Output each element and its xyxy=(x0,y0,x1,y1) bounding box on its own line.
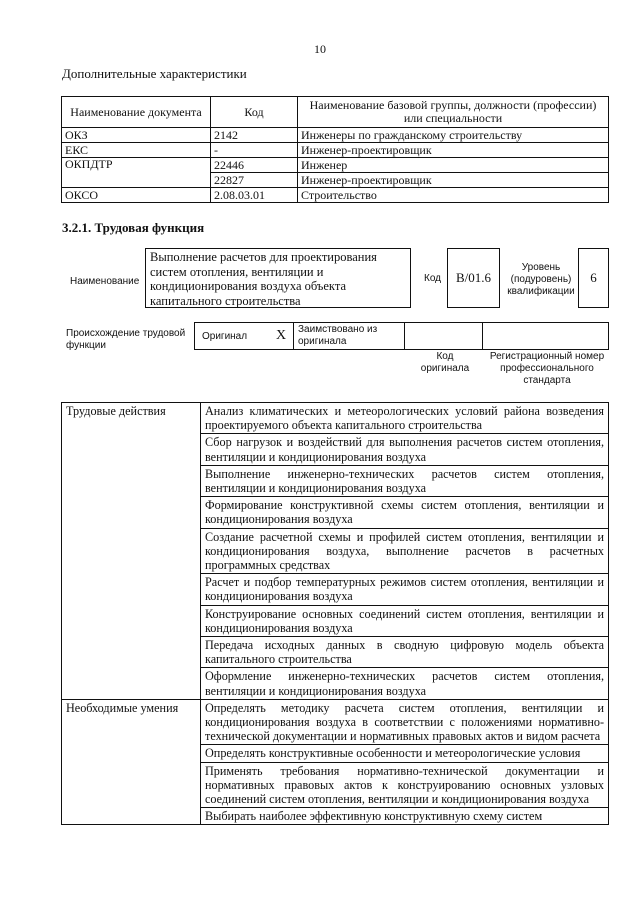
action-item: Сбор нагрузок и воздействий для выполнения расчетов систем отопления, вентиляции и кондиционирования воздуха xyxy=(201,434,609,465)
actions-label: Трудовые действия xyxy=(62,403,201,700)
table-row xyxy=(62,699,609,745)
page-number: 10 xyxy=(314,42,326,56)
origin-label: Происхождение трудовой функции xyxy=(66,328,186,351)
action-item: Выполнение инженерно-технических расчетов систем отопления, вентиляции и кондиционирования воздуха xyxy=(201,465,609,496)
action-item: Расчет и подбор температурных режимов систем отопления, вентиляции и кондиционирования воздуха xyxy=(201,574,609,605)
row-doc: ОКЗ xyxy=(62,128,211,143)
action-item: Конструирование основных соединений систем отопления, вентиляции и кондиционирования воздуха xyxy=(201,605,609,636)
action-item: Создание расчетной схемы и профилей систем отопления, вентиляции и кондиционирования воздуха, выполнение расчетов в расчетных программных средствах xyxy=(201,528,609,574)
row-name: Инженер xyxy=(298,158,609,173)
row-doc: ЕКС xyxy=(62,143,211,158)
table-row xyxy=(62,188,609,203)
function-details-table xyxy=(61,402,609,825)
row-code: - xyxy=(211,143,298,158)
function-name: Выполнение расчетов для проектирования систем отопления, вентиляции и кондиционирования воздуха объекта капитального строительства xyxy=(145,248,411,308)
name-label: Наименование xyxy=(70,276,140,287)
table-row xyxy=(62,158,609,173)
table-row xyxy=(62,143,609,158)
row-name: Инженер-проектировщик xyxy=(298,143,609,158)
borrowed-label: Заимствовано из оригинала xyxy=(298,324,378,347)
row-code: 22446 xyxy=(211,158,298,173)
reg-number-cell xyxy=(482,322,609,350)
function-heading: 3.2.1. Трудовая функция xyxy=(62,220,205,235)
level-label: Уровень (подуровень) квалификации xyxy=(507,262,575,297)
table-row xyxy=(62,403,609,434)
additional-header-row xyxy=(62,97,609,128)
row-name: Строительство xyxy=(298,188,609,203)
header-name: Наименование базовой группы, должности (профессии) или специальности xyxy=(298,97,609,128)
header-code: Код xyxy=(211,97,298,128)
original-label: Оригинал xyxy=(202,331,248,342)
skill-item: Определять методику расчета систем отопления, вентиляции и кондиционирования воздуха в соответствии с положениями нормативно-технической документации и нормативных правовых актов и видом расчета xyxy=(201,699,609,745)
qualification-level: 6 xyxy=(578,248,609,308)
reg-number-caption: Регистрационный номер профессионального стандарта xyxy=(489,351,605,386)
action-item: Передача исходных данных в сводную цифровую модель объекта капитального строительства xyxy=(201,637,609,668)
additional-title: Дополнительные характеристики xyxy=(62,66,247,81)
row-code: 2142 xyxy=(211,128,298,143)
row-name: Инженер-проектировщик xyxy=(298,173,609,188)
original-mark: X xyxy=(276,328,287,343)
action-item: Формирование конструктивной схемы систем отопления, вентиляции и кондиционирования воздуха xyxy=(201,497,609,528)
row-code: 22827 xyxy=(211,173,298,188)
skill-item: Определять конструктивные особенности и метеорологические условия xyxy=(201,745,609,762)
original-code-caption: Код оригинала xyxy=(420,351,470,374)
row-doc: ОКПДТР xyxy=(62,158,211,188)
header-doc: Наименование документа xyxy=(62,97,211,128)
skill-item: Применять требования нормативно-технической документации и нормативных правовых актов к конструированию основных узловых соединений систем отопления, вентиляции и кондиционирования воздуха xyxy=(201,762,609,808)
row-doc: ОКСО xyxy=(62,188,211,203)
additional-table xyxy=(61,96,609,203)
action-item: Анализ климатических и метеорологических условий района возведения проектируемого объекта капитального строительства xyxy=(201,403,609,434)
action-item: Оформление инженерно-технических расчетов систем отопления, вентиляции и кондиционирования воздуха xyxy=(201,668,609,699)
code-label: Код xyxy=(424,273,442,284)
original-code-cell xyxy=(404,322,483,350)
table-row xyxy=(62,128,609,143)
skill-item: Выбирать наиболее эффективную конструктивную схему систем xyxy=(201,808,609,825)
row-code: 2.08.03.01 xyxy=(211,188,298,203)
row-name: Инженеры по гражданскому строительству xyxy=(298,128,609,143)
skills-label: Необходимые умения xyxy=(62,699,201,825)
function-code: B/01.6 xyxy=(447,248,500,308)
